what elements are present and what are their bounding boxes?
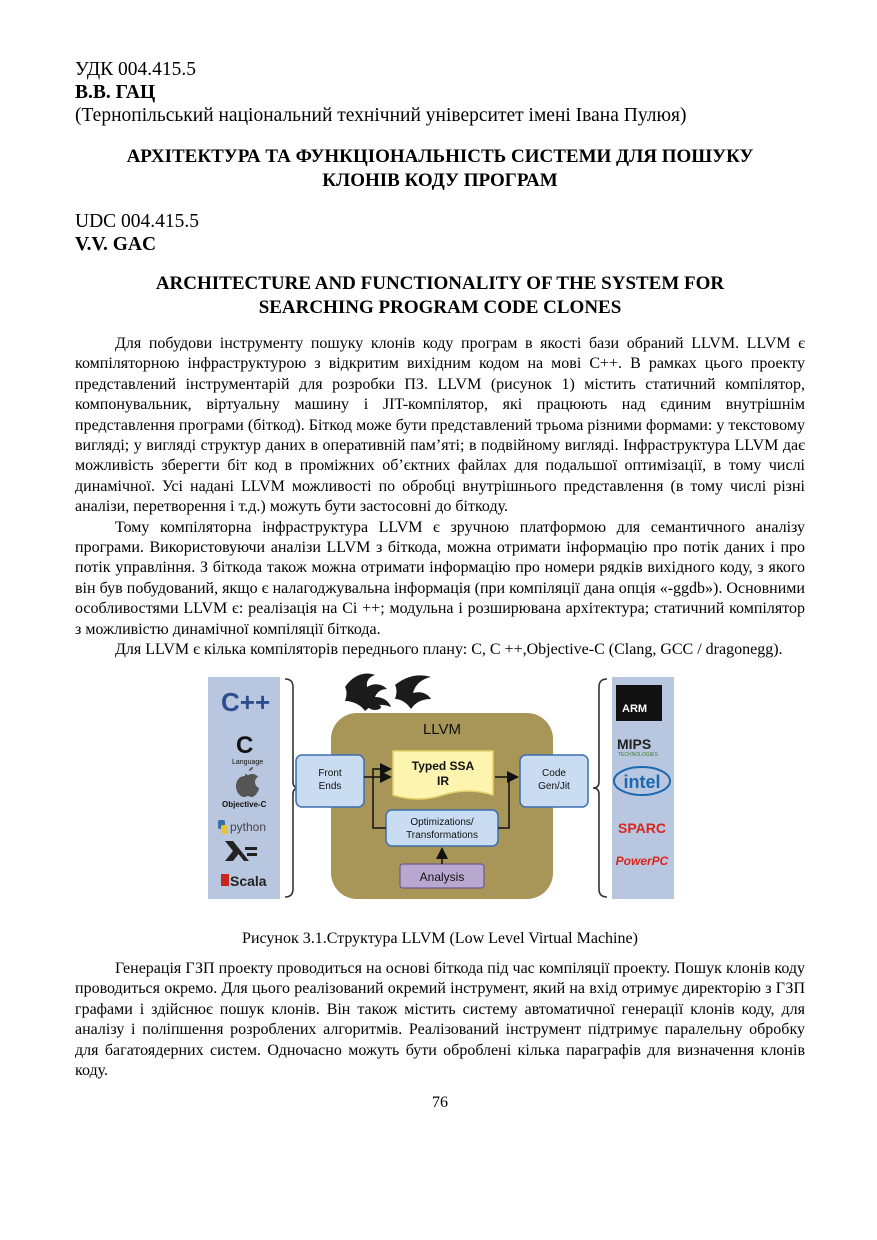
paper-page <box>75 58 805 1114</box>
intel-label: intel <box>623 771 661 792</box>
front-ends-line1: Front <box>318 767 342 779</box>
paragraph-1: Для побудови інструменту пошуку клонів коду програм в якості бази обраний LLVM. LLVM є компіляторною інфраструктурою з відкритим вихідним кодом на мові C++. В рамках цього проекту представлений інструментарій для розробки ПЗ. LLVM (рисунок 1) містить статичний компілятор, компонувальник, віртуальну машину і JIT-компілятор, які працюють над єдиним внутрішнім представлення програми (біткод). Біткод може бути представлений трьома різними формами: у текстовому вигляді; у вигляді структур даних в оперативній пам’яті; в подвійному вигляді. Інфраструктура LLVM дає можливість зберегти біт код в проміжних об’єктних файлах для подальшої оптимізації, в тому числі динамічної. Усі надані LLVM можливості по обробці внутрішнього представлення (в тому числі різні аналізи, перетворення і т.д.) можуть бути застосовні до біткоду. <box>75 335 805 516</box>
c-language-logo-icon: C <box>236 731 254 759</box>
sparc-logo-icon: SPARC <box>618 819 666 836</box>
llvm-label: LLVM <box>422 720 462 738</box>
page-number: 76 <box>432 1094 448 1112</box>
c-language-sub-label: Language <box>232 758 264 766</box>
arm-label: ARM <box>622 702 648 715</box>
code-gen-line1: Code <box>542 767 566 779</box>
mips-logo-icon: MIPS <box>617 735 652 752</box>
udc-code-en: UDC 004.415.5 <box>75 211 200 232</box>
front-ends-line2: Ends <box>318 780 342 792</box>
title-ua-line1: АРХІТЕКТУРА ТА ФУНКЦІОНАЛЬНІСТЬ СИСТЕМИ ДЛЯ ПОШУКУ <box>126 146 754 167</box>
llvm-dragon-logo-icon <box>345 673 431 711</box>
paragraph-2: Тому компіляторна інфраструктура LLVM є зручною платформою для семантичного аналізу програми. Використовуючи аналізи LLVM з біткода, можна отримати інформацію про потік даних і про потік управління. З біткода також можна отримати інформацію про номери рядків вихідного коду, з якого він був побудований, якщо є налагоджувальна інформація (при компіляції дана опція «-ggdb»). Основними особливостями LLVM є: реалізація на Сі ++; модульна і розширювана архітектура; статичний компілятор з можливістю динамічної компіляції біткода. <box>75 518 805 638</box>
author-ua: В.В. ГАЦ <box>75 82 156 103</box>
scala-logo-icon <box>221 874 229 886</box>
typed-ssa-line1: Typed SSA <box>411 758 475 773</box>
llvm-diagram <box>75 673 805 913</box>
python-label: python <box>230 819 267 834</box>
title-ua-line2: КЛОНІВ КОДУ ПРОГРАМ <box>322 170 558 191</box>
typed-ssa-line2: IR <box>437 773 449 788</box>
author-en: V.V. GAC <box>75 234 157 255</box>
udk-code-ua: УДК 004.415.5 <box>75 59 197 80</box>
scala-label: Scala <box>230 872 267 889</box>
optimizations-line1: Optimizations/ <box>410 816 474 828</box>
title-ua <box>75 145 805 193</box>
powerpc-logo-icon: PowerPC <box>615 853 669 868</box>
targets-brace <box>593 679 607 897</box>
optimizations-line2: Transformations <box>406 829 478 841</box>
objective-c-label: Objective-C <box>222 799 267 809</box>
analysis-label: Analysis <box>419 869 465 884</box>
code-gen-line2: Gen/Jit <box>538 780 570 792</box>
title-en <box>75 272 805 320</box>
mips-sub-label: TECHNOLOGIES <box>618 751 658 758</box>
title-en-line2: SEARCHING PROGRAM CODE CLONES <box>258 297 622 318</box>
affiliation-ua: (Тернопільський національний технічний університет імені Івана Пулюя) <box>75 105 687 126</box>
llvm-architecture-figure <box>75 673 805 913</box>
paragraph-4: Генерація ГЗП проекту проводиться на основі біткода під час компіляції проекту. Пошук клонів коду проводиться окремо. Для цього реалізований окремий інструмент, який на вхід отримує директорію з ГЗП графами і здійснює пошук клонів. Він також містить систему автоматичної генерації клонів коду, для аналізу і поліпшення розроблених алгоритмів. Реалізований інструмент підтримує паралельну обробку для багатоядерних систем. Одночасно можуть бути оброблені кілька параграфів для визначення клонів коду. <box>75 959 805 1079</box>
title-en-line1: ARCHITECTURE AND FUNCTIONALITY OF THE SYSTEM FOR <box>155 273 725 294</box>
paragraph-3: Для LLVM є кілька компіляторів переднього плану: C, C ++,Objective-C (Clang, GCC / dragonegg). <box>115 641 783 659</box>
figure-caption: Рисунок 3.1.Структура LLVM (Low Level Virtual Machine) <box>242 929 638 947</box>
cpp-logo-icon: C++ <box>221 686 271 717</box>
